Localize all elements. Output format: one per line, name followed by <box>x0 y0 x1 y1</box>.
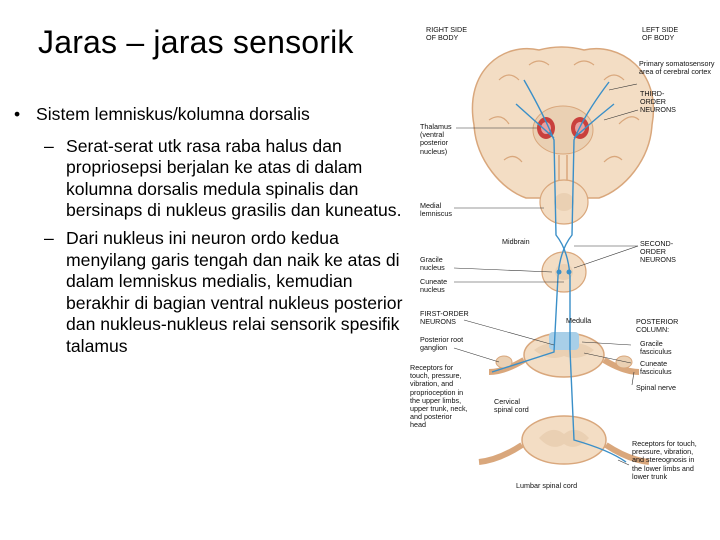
dash-mark: – <box>44 227 54 248</box>
label-gracile-fasciculus: Gracile fasciculus <box>640 339 672 357</box>
label-primary-cortex: Primary somatosensory area of cerebral cortex <box>639 59 715 77</box>
label-gracile-nucleus: Gracile nucleus <box>420 255 445 273</box>
label-posterior-root-ganglion: Posterior root ganglion <box>420 335 464 353</box>
label-medial-lemniscus: Medial lemniscus <box>420 201 452 219</box>
sub-bullet-item <box>14 136 406 222</box>
sensory-pathway-figure <box>404 20 720 500</box>
label-cuneate-fasciculus: Cuneate fasciculus <box>640 359 672 377</box>
label-second-order: SECOND- ORDER NEURONS <box>640 239 676 265</box>
label-lumbar-cord: Lumbar spinal cord <box>516 481 578 490</box>
bullet-mark: • <box>14 104 21 124</box>
label-third-order: THIRD- ORDER NEURONS <box>640 89 676 115</box>
lumbar-cord <box>479 416 649 464</box>
sub-bullet-item <box>14 228 406 358</box>
bullet-list <box>14 104 406 358</box>
label-medulla: Medulla <box>566 316 592 325</box>
label-posterior-column: POSTERIOR COLUMN: <box>636 317 679 335</box>
label-receptors-lower: Receptors for touch, pressure, vibration, and stereognosis in the lower limbs and lower trunk <box>632 439 697 481</box>
brain-section <box>472 47 653 198</box>
sub-bullet-text: Dari nukleus ini neuron ordo kedua menyilang garis tengah dan naik ke atas di dalam lemniskus medialis, kemudian berakhir di bagian ventral nukleus posterior dan nukleus-nukleus relai sensorik spesifik talamus <box>66 227 403 356</box>
label-midbrain: Midbrain <box>502 237 530 246</box>
dash-mark: – <box>44 135 54 156</box>
label-receptors-upper: Receptors for touch, pressure, vibration, and proprioception in the upper limbs, upper trunk, neck, and posterior head <box>410 363 468 430</box>
bullet-item <box>14 104 406 126</box>
label-left-side: LEFT SIDE OF BODY <box>642 25 679 43</box>
cervical-cord <box>489 332 639 377</box>
bullet-text: Sistem lemniskus/kolumna dorsalis <box>36 104 310 124</box>
label-thalamus: Thalamus (ventral posterior nucleus) <box>420 122 452 156</box>
slide-title: Jaras – jaras sensorik <box>38 24 354 60</box>
label-spinal-nerve: Spinal nerve <box>636 383 676 392</box>
label-right-side: RIGHT SIDE OF BODY <box>426 25 468 43</box>
sub-bullet-text: Serat-serat utk rasa raba halus dan propriosepsi berjalan ke atas di dalam kolumna dorsalis medula spinalis dan bersinaps di nukleus grasilis dan kuneatus. <box>66 135 402 221</box>
brainstem-sections <box>540 180 588 292</box>
label-first-order: FIRST-ORDER NEURONS <box>420 309 469 327</box>
label-cuneate-nucleus: Cuneate nucleus <box>420 277 448 295</box>
label-cervical-cord: Cervical spinal cord <box>494 397 529 415</box>
